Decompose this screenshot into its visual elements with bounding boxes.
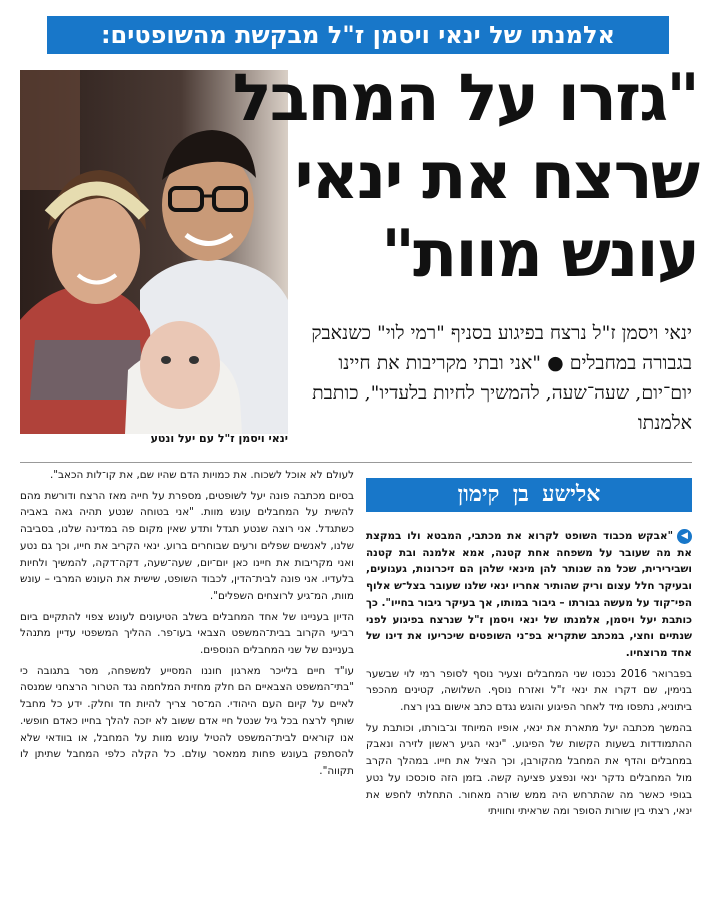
byline-banner: אלישע בן קימון bbox=[366, 478, 692, 512]
headline-line-2: שרצח את ינאי bbox=[294, 139, 698, 214]
arrow-left-icon: ◀ bbox=[677, 529, 692, 544]
kicker-banner: אלמנתו של ינאי ויסמן ז"ל מבקשת מהשופטים: bbox=[47, 16, 669, 54]
article-paragraph: עו"ד חיים בלייכר מארגון חוננו המסייע למשפחה, מסר בתגובה כי "בתי־המשפט הצבאיים הם חלק מחזית המלחמה נגד הטרור הרצחני שמנסה לאיים על קיום העם היהודי. המ־סר צריך להיות חד וחלק. ידע כל מחבל שותף לרצח בכל גיל שנטל חיי אדם ששוב לא יזכה להלך בחייו כאדם חופשי. אנו קוראים לבית־המשפט להטיל עונש מוות על המחבל, או בוודאי שלא להסתפק בעונש פחות ממאסר עולם. כל הקלה כלפי המחבל שתיתן לו תקווה". bbox=[20, 664, 354, 777]
photo-caption: ינאי ויסמן ז"ל עם יעל ונטע bbox=[150, 432, 288, 445]
article-paragraph: הדיון בעניינו של אחד המחבלים בשלב הטיעונים לעונש צפוי להתקיים ביום רביעי הקרוב בבית־המשפט הצבאי בעו־פר. ההליך המשפטי עדיין מתנהל בעניינם של שני המחבלים הנוספים. bbox=[20, 610, 354, 657]
headline-line-1: "גזרו על המחבל bbox=[232, 61, 698, 136]
article-paragraph: בסיום מכתבה פונה יעל לשופטים, מספרת על חייה מאז הרצח ודורשת מהם להשית על המחבלים עונש מוות. "אני בטוחה שנטע תהיה גאה באביה כשתגדל. אני רוצה שנטע תגדל ותדע שאין מקום פה במדינה שלנו, בסביבה שלנו, לאנשים שפלים ורעים שבוחרים ברוע. ינאי הקריב את חייו, וכך גם נטע ואני מקריבות את חיינו כאן יום־יום, שעה־שעה, דקה־דקה, להמשיך ולחיות בלעדיו. אני פונה לבית־הדין, לכבוד השופט, שישית את העונש המרבי – עונש מוות, המ־גיע לרוצחים השפלים". bbox=[20, 489, 354, 602]
article-intro-paragraph bbox=[366, 528, 692, 662]
headline-line-3: עונש מוות" bbox=[381, 217, 698, 292]
article-paragraph: בפברואר 2016 נכנסו שני המחבלים וצעיר נוסף לסופר רמי לוי שבשער בנימין, שם דקרו את ינאי ז"ל ואזרח נוסף. השלושה, קטינים מהכפר ביתוניא, נתפסו מיד לאחר הפיגוע והוגש נגדם כתב אישום בגין רצח. bbox=[366, 667, 692, 714]
section-divider bbox=[20, 462, 692, 463]
headline bbox=[232, 60, 698, 294]
subheadline-deck: ינאי ויסמן ז"ל נרצח בפיגוע בסניף "רמי לוי" כשנאבק בגבורה במחבלים ● "אני ובתי מקריבות את חיינו יום־יום, שעה־שעה, להמשיך לחיות בלעדיו", כותבת אלמנתו bbox=[311, 322, 692, 434]
article-paragraph: בהמשך מכתבה יעל מתארת את ינאי, אופיו המיוחד וג־בורתו, וכותבת על ההתמודדות בשעות הקשות של הפיגוע. "ינאי הגיע ראשון לזירה ונאבק במחבלים והדף את המחבל מהקורבן, וכך הציל את חייו. במהלך הקרב מול המחבלים נדקר ינאי ונפצע פציעה קשה. בזמן הזה סוכסכו על נטע בגופי כאשר מה שהתרחש היה ממש שורה מאחור. התחלתי לחפש את ינאי, רצתי בין שורות הסופר ומה שראיתי וחוויתי bbox=[366, 721, 692, 818]
article-column-left bbox=[20, 467, 354, 784]
article-intro-text: "אבקש מכבוד השופט לקרוא את מכתבי, המבטא ולו במקצת את מה שעובר על משפחה אחת קטנה, אמא אלמנה ובת קטנה ושבירירית, שכל מה שנותר להן מינאי שלהן הם זיכרונות, געגועים, ובעיקר חלל עצום וריק שהותיר אחריו ינאי שלנו שעובר בצל־ש אלוף הפי־קוד על מעשה גבורתו – גיבור במותו, אך בעיקר גיבור בחייו". כך כותבת יעל ויסמן, אלמנתו של ינאי ויסמן ז"ל שנרצח בפיגוע לפני שנתיים וחצי, במכתב שתקריא בפ־ני השופטים שיכריעו את דינו של אחד מרוצחיו. bbox=[366, 530, 692, 659]
article-column-right bbox=[366, 528, 692, 824]
article-paragraph: לעולם לא אוכל לשכוח. את כמויות הדם שהיו שם, את קו־לות הכאב". bbox=[49, 469, 354, 481]
